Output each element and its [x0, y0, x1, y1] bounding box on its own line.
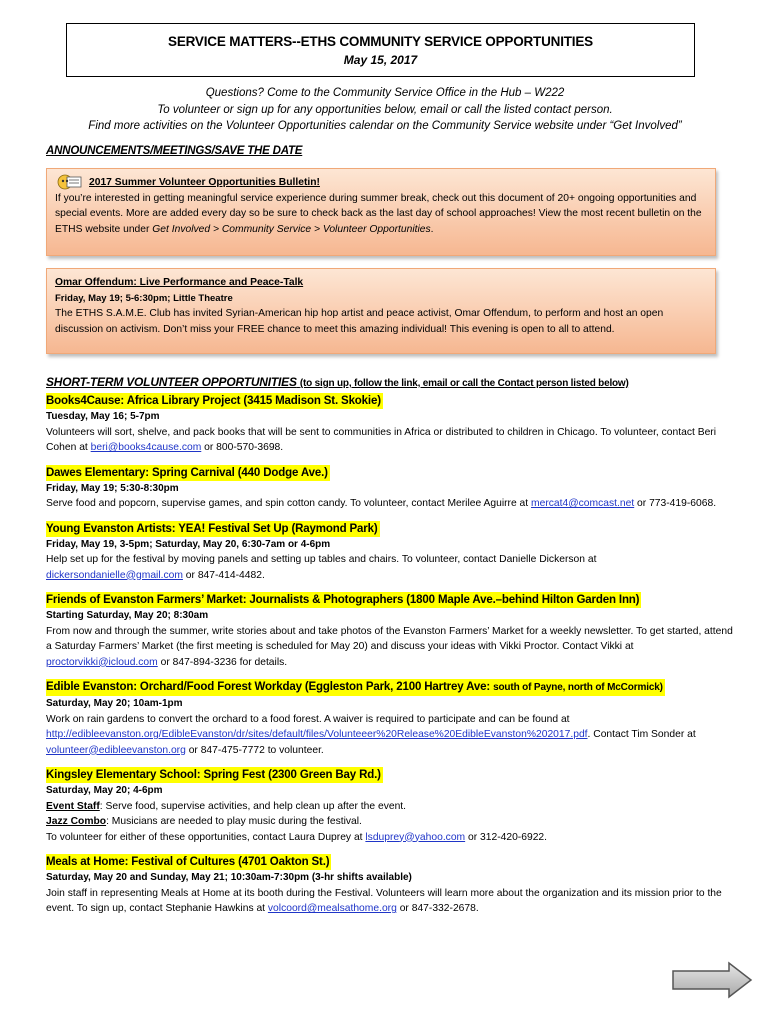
opportunity-body: Join staff in representing Meals at Home at its booth during the Festival. Volunteers will learn more about the organization and its mission prior to the event. To sign up, contact Stephanie Hawkins at volcoord@mealsathome.org or 847-332-2678.: [46, 887, 722, 914]
email-link[interactable]: volunteer@edibleevanston.org: [46, 744, 186, 756]
opportunity-item: [46, 463, 736, 512]
announcement-subtitle: Friday, May 19; 5-6:30pm; Little Theatre: [55, 292, 233, 304]
waiver-link[interactable]: http://edibleevanston.org/EdibleEvanston/dr/sites/default/files/Volunteeer%20Release%20EdibleEvanston%202017.pdf: [46, 729, 588, 740]
opportunity-date: Saturday, May 20; 10am-1pm: [46, 698, 183, 709]
opportunity-body: Help set up for the festival by moving panels and setting up tables and chairs. To volunteer, contact Danielle Dickerson at dickersondanielle@gmail.com or 847-414-4482.: [46, 554, 597, 581]
nav-path: Get Involved > Community Service > Volunteer Opportunities: [152, 223, 431, 235]
intro-text: [20, 85, 750, 135]
intro-line: Find more activities on the Volunteer Opportunities calendar on the Community Service website under “Get Involved”: [88, 120, 682, 132]
opportunity-item: [46, 765, 736, 845]
opportunity-item: [46, 852, 736, 917]
opportunity-body: Work on rain gardens to convert the orchard to a food forest. A waiver is required to participate and can be found at http://edibleevanston.org/EdibleEvanston/dr/sites/default/files/Volunteeer%20Release%20EdibleEvanston%202017.pdf. Contact Tim Sonder at volunteer@edibleevanston.org or 847-475-7772 to volunteer.: [46, 713, 696, 756]
title-box: [66, 23, 695, 77]
announcements-heading: ANNOUNCEMENTS/MEETINGS/SAVE THE DATE: [46, 145, 303, 157]
email-link[interactable]: proctorvikki@icloud.com: [46, 656, 158, 668]
opportunity-item: [46, 677, 736, 758]
opportunity-body: From now and through the summer, write stories about and take photos of the Evanston Farmers’ Market for a weekly newsletter. To get started, attend a Saturday Farmers’ Market (the first meeting is scheduled for May 20) and discuss your ideas with Vikki Proctor. Contact Vikki at proctorvikki@icloud.com or 847-894-3236 for details.: [46, 625, 733, 668]
short-term-heading: SHORT-TERM VOLUNTEER OPPORTUNITIES (to sign up, follow the link, email or call the Contact person listed below): [46, 375, 629, 389]
announcement-body: The ETHS S.A.M.E. Club has invited Syrian-American hip hop artist and peace activist, Omar Offendum, to perform and host an open discussion on activism. Don’t miss your FREE chance to meet this amazing individual! This evening is open to all to attend.: [55, 308, 664, 335]
opportunity-date: Friday, May 19, 3-5pm; Saturday, May 20, 6:30-7am or 4-6pm: [46, 538, 331, 550]
email-link[interactable]: lsduprey@yahoo.com: [365, 831, 466, 843]
opportunity-title: Young Evanston Artists: YEA! Festival Set Up (Raymond Park): [46, 522, 378, 535]
opportunity-date: Tuesday, May 16; 5-7pm: [46, 411, 160, 422]
opportunity-title: Dawes Elementary: Spring Carnival (440 Dodge Ave.): [46, 466, 328, 479]
newsletter-icon: [57, 172, 83, 192]
opportunity-item: [46, 519, 736, 584]
role-line: Event Staff: Serve food, supervise activities, and help clean up after the event.: [46, 800, 407, 812]
opportunity-body: Serve food and popcorn, supervise games, and spin cotton candy. To volunteer, contact Merilee Aguirre at mercat4@comcast.net or 773-419-6068.: [46, 498, 717, 509]
opportunities-list: [46, 391, 736, 924]
page-title: SERVICE MATTERS--ETHS COMMUNITY SERVICE OPPORTUNITIES: [168, 34, 593, 49]
announcement-body: If you’re interested in getting meaningful service experience during summer break, check out this document of 20+ ongoing opportunities and special events. More are added every day so be sure to check back as the last day of school approaches! View the most recent bulletin on the ETHS website under Get Involved > Community Service > Volunteer Opportunities.: [55, 192, 702, 235]
opportunity-date: Saturday, May 20; 4-6pm: [46, 785, 163, 796]
announcement-callout: [46, 168, 716, 256]
opportunity-date: Saturday, May 20 and Sunday, May 21; 10:30am-7:30pm (3-hr shifts available): [46, 872, 412, 883]
role-line: Jazz Combo: Musicians are needed to play music during the festival.: [46, 816, 362, 827]
opportunity-body: Event Staff: Serve food, supervise activities, and help clean up after the event. Jazz Combo: Musicians are needed to play music during the festival. To volunteer for either of these opportunities, contact Laura Duprey at lsduprey@yahoo.com or 312-420-6922.: [46, 799, 736, 846]
intro-line: Questions? Come to the Community Service Office in the Hub – W222: [205, 87, 565, 99]
opportunity-title: Meals at Home: Festival of Cultures (4701 Oakton St.): [46, 856, 330, 868]
opportunity-item: [46, 590, 736, 670]
opportunity-title: Edible Evanston: Orchard/Food Forest Workday (Eggleston Park, 2100 Hartrey Ave: south of Payne, north of McCormick): [46, 679, 665, 696]
announcement-callout: [46, 268, 716, 354]
opportunity-date: Starting Saturday, May 20; 8:30am: [46, 610, 209, 621]
announcement-title: Omar Offendum: Live Performance and Peace-Talk: [55, 277, 304, 288]
opportunity-date: Friday, May 19; 5:30-8:30pm: [46, 482, 179, 494]
intro-line: To volunteer or sign up for any opportunities below, email or call the listed contact person.: [157, 103, 613, 116]
arrow-right-icon[interactable]: [671, 961, 753, 999]
issue-date: May 15, 2017: [343, 53, 418, 67]
opportunity-item: [46, 391, 736, 456]
opportunity-title: Kingsley Elementary School: Spring Fest (2300 Green Bay Rd.): [46, 769, 381, 781]
opportunity-body: Volunteers will sort, shelve, and pack books that will be sent to communities in Africa or distributed to children in Chicago. To volunteer, contact Beri Cohen at beri@books4cause.com or 800-570-3698.: [46, 426, 717, 453]
email-link[interactable]: beri@books4cause.com: [90, 442, 202, 453]
opportunity-title: Books4Cause: Africa Library Project (3415 Madison St. Skokie): [46, 395, 381, 407]
email-link[interactable]: dickersondanielle@gmail.com: [46, 569, 183, 581]
email-link[interactable]: volcoord@mealsathome.org: [267, 903, 397, 914]
announcement-title: 2017 Summer Volunteer Opportunities Bulletin!: [89, 177, 320, 188]
email-link[interactable]: mercat4@comcast.net: [531, 498, 635, 509]
opportunity-title: Friends of Evanston Farmers’ Market: Journalists & Photographers (1800 Maple Ave.–behind Hilton Garden Inn): [46, 594, 640, 606]
